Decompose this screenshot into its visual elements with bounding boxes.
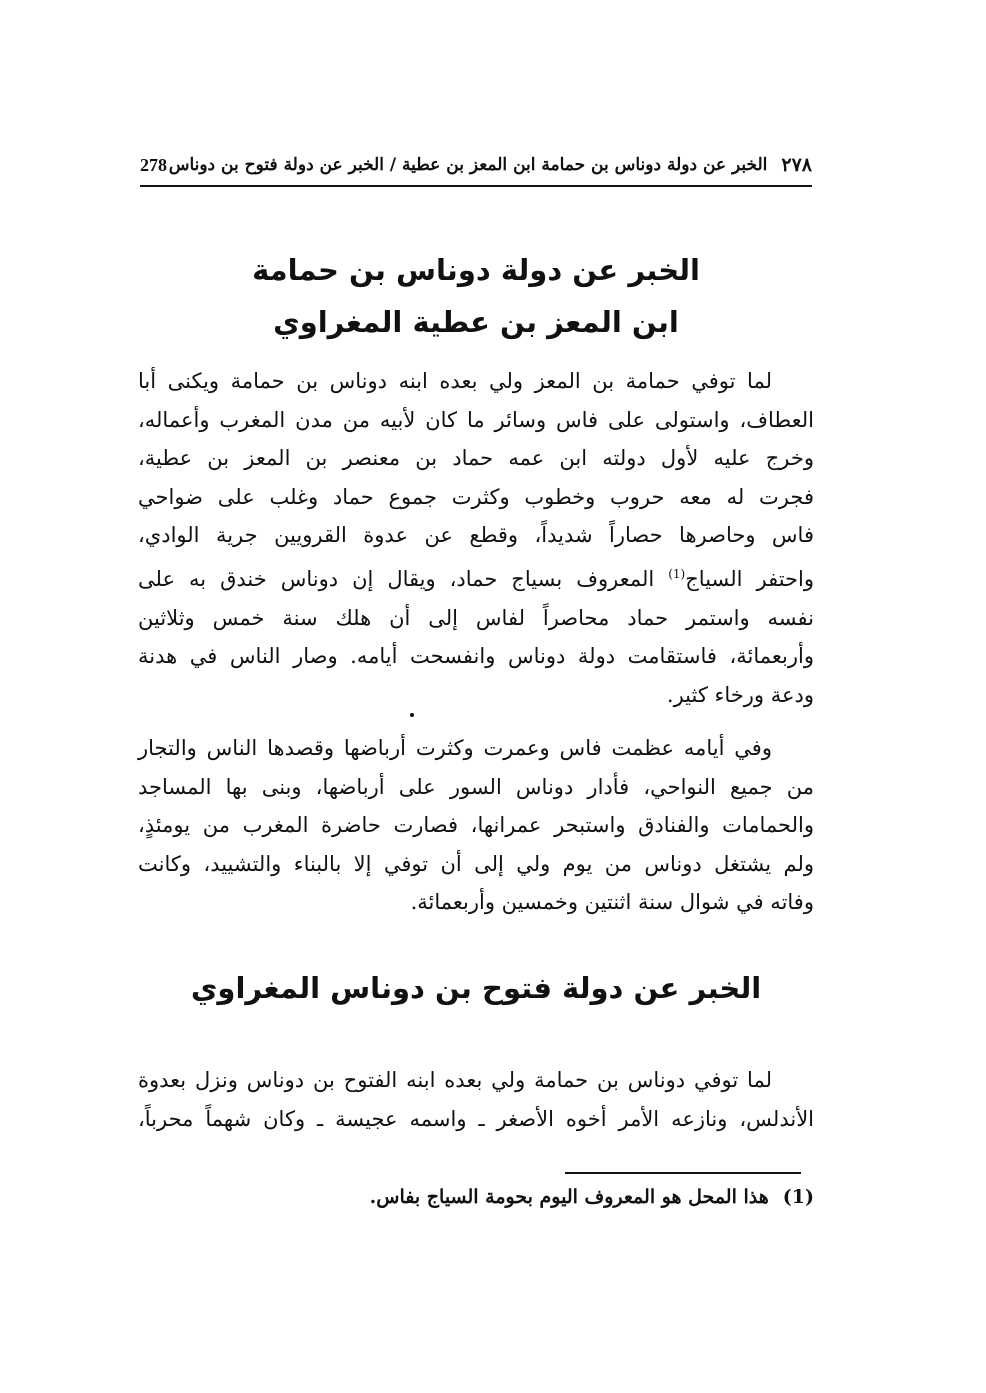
running-title: الخبر عن دولة دوناس بن حمامة ابن المعز بن عطية / الخبر عن دولة فتوح بن دوناس	[168, 155, 768, 175]
running-header	[140, 150, 812, 180]
footnote	[300, 1186, 814, 1208]
footnote-rule	[565, 1172, 801, 1174]
section-heading-1-line-1: الخبر عن دولة دوناس بن حمامة	[252, 253, 700, 287]
header-rule	[140, 185, 812, 187]
running-header-title-group	[167, 154, 812, 176]
paragraph-3	[138, 1061, 814, 1138]
text-line: وأربعمائة، فاستقامت دولة دوناس وانفسحت أيامه. وصار الناس في هدنة	[138, 644, 814, 669]
text-line: ولم يشتغل دوناس من يوم ولي إلى أن توفي إلا بالبناء والتشييد، وكانت	[138, 851, 814, 876]
footnote-reference[interactable]: (1)	[668, 566, 686, 581]
text-fragment: واحتفر السياج	[685, 566, 815, 591]
text-line: فجرت له معه حروب وخطوب وكثرت جموع حماد وغلب على ضواحي	[138, 484, 814, 509]
text-line: العطاف، واستولى على فاس وسائر ما كان لأبيه من مدن المغرب وأعماله،	[138, 407, 814, 432]
text-fragment: المعروف بسياج حماد، ويقال إن دوناس خندق به على	[138, 566, 655, 591]
text-line-with-footnote	[138, 555, 814, 599]
text-line: لما توفي حمامة بن المعز ولي بعده ابنه دوناس بن حمامة ويكنى أبا	[138, 369, 772, 393]
text-line: ودعة ورخاء كثير.	[666, 682, 814, 707]
page-number-arabic: ٢٧٨	[781, 154, 812, 176]
print-speck	[410, 713, 414, 717]
text-line: وخرج عليه لأول دولته ابن عمه حماد بن معنصر بن المعز بن عطية،	[138, 446, 814, 471]
paragraph-1	[138, 362, 814, 714]
footnote-text: هذا المحل هو المعروف اليوم بحومة السياج بفاس.	[369, 1186, 769, 1208]
page-number-latin: 278	[140, 154, 167, 175]
text-line: فاس وحاصرها حصاراً شديداً، وقطع عن عدوة القرويين جرية الوادي،	[138, 523, 814, 548]
text-line: من جميع النواحي، فأدار دوناس السور على أرباضها، وبنى بها المساجد	[138, 774, 814, 799]
section-heading-1-line-2: ابن المعز بن عطية المغراوي	[273, 305, 679, 339]
text-line: وفي أيامه عظمت فاس وعمرت وكثرت أرباضها وقصدها الناس والتجار	[138, 736, 772, 760]
text-line: والحمامات والفنادق واستبحر عمرانها، فصارت حاضرة المغرب من يومئذٍ،	[138, 813, 814, 838]
text-line: لما توفي دوناس بن حمامة ولي بعده ابنه الفتوح بن دوناس ونزل بعدوة	[138, 1068, 772, 1092]
footnote-number: (1)	[782, 1186, 814, 1208]
text-line: نفسه واستمر حماد محاصراً لفاس إلى أن هلك سنة خمس وثلاثين	[138, 605, 814, 630]
section-heading-2: الخبر عن دولة فتوح بن دوناس المغراوي	[190, 971, 762, 1005]
text-line: وفاته في شوال سنة اثنتين وخمسين وأربعمائة.	[410, 890, 814, 915]
text-line: الأندلس، ونازعه الأمر أخوه الأصغر ـ واسمه عجيسة ـ وكان شهماً محرباً،	[138, 1106, 814, 1131]
paragraph-2	[138, 729, 814, 922]
